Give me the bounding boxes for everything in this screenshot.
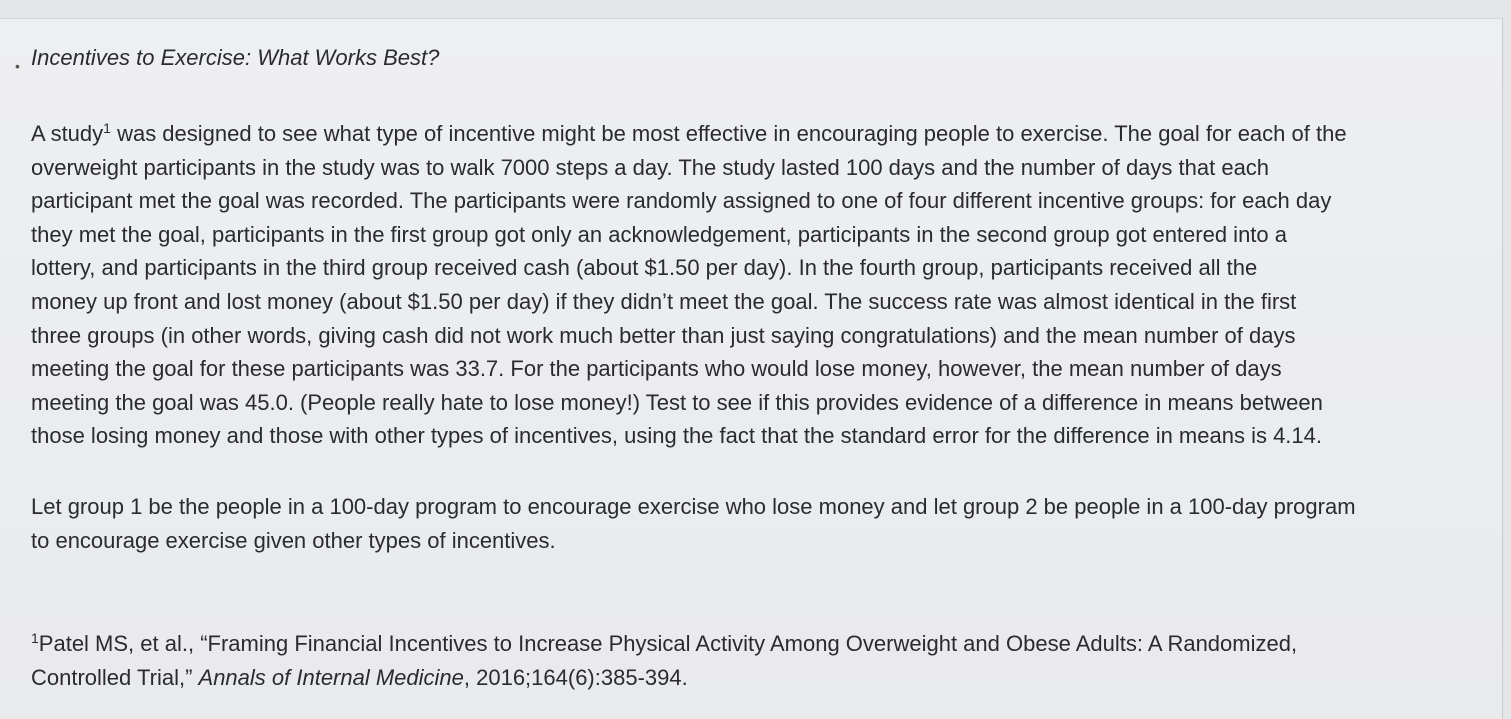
footnote-citation: , 2016;164(6):385-394. xyxy=(463,664,688,690)
paragraph-line xyxy=(31,112,1347,151)
paragraph-line: lottery, and participants in the third group received cash (about $1.50 per day). In the fourth group, participants received all the xyxy=(31,255,1258,281)
footnote-text: Controlled Trial,” xyxy=(31,664,199,690)
first-word: A study xyxy=(31,121,104,146)
paragraph-line: three groups (in other words, giving cash did not work much better than just saying congratulations) and the mean number of days xyxy=(31,322,1296,348)
problem-paragraph xyxy=(31,112,1347,453)
footnote xyxy=(31,622,1297,694)
paragraph-line: participant met the goal was recorded. The participants were randomly assigned to one of four different incentive groups: for each day xyxy=(31,188,1332,214)
paragraph-line: Let group 1 be the people in a 100-day program to encourage exercise who lose money and let group 2 be people in a 100-day program xyxy=(31,494,1356,519)
paragraph-line: those losing money and those with other types of incentives, using the fact that the standard error for the difference in means is 4.14. xyxy=(31,423,1323,449)
paragraph-line: they met the goal, participants in the first group got only an acknowledgement, participants in the second group got entered into a xyxy=(31,221,1287,247)
footnote-mark[interactable]: 1 xyxy=(103,120,111,136)
paragraph-line: to encourage exercise given other types of incentives. xyxy=(31,527,556,553)
group-definition-paragraph xyxy=(31,490,1356,557)
footnote-line xyxy=(31,661,1297,695)
paragraph-line: meeting the goal was 45.0. (People really hate to lose money!) Test to see if this provides evidence of a difference in means between xyxy=(31,389,1323,415)
footnote-line xyxy=(31,622,1297,661)
paragraph-line: meeting the goal for these participants was 33.7. For the participants who would lose money, however, the mean number of days xyxy=(31,356,1282,382)
footnote-text: Patel MS, et al., “Framing Financial Incentives to Increase Physical Activity Among Overweight and Obese Adults: A Randomized, xyxy=(38,631,1298,656)
problem-title: Incentives to Exercise: What Works Best? xyxy=(31,45,440,70)
paragraph-line: money up front and lost money (about $1.50 per day) if they didn’t meet the goal. The success rate was almost identical in the first xyxy=(31,288,1297,314)
line-text: was designed to see what type of incentive might be most effective in encouraging people to exercise. The goal for each of the xyxy=(110,121,1347,146)
bullet-dot: • xyxy=(15,58,20,74)
footnote-number: 1 xyxy=(31,630,39,646)
paragraph-line: overweight participants in the study was to walk 7000 steps a day. The study lasted 100 days and the number of days that each xyxy=(31,154,1270,180)
journal-name: Annals of Internal Medicine xyxy=(198,664,464,690)
